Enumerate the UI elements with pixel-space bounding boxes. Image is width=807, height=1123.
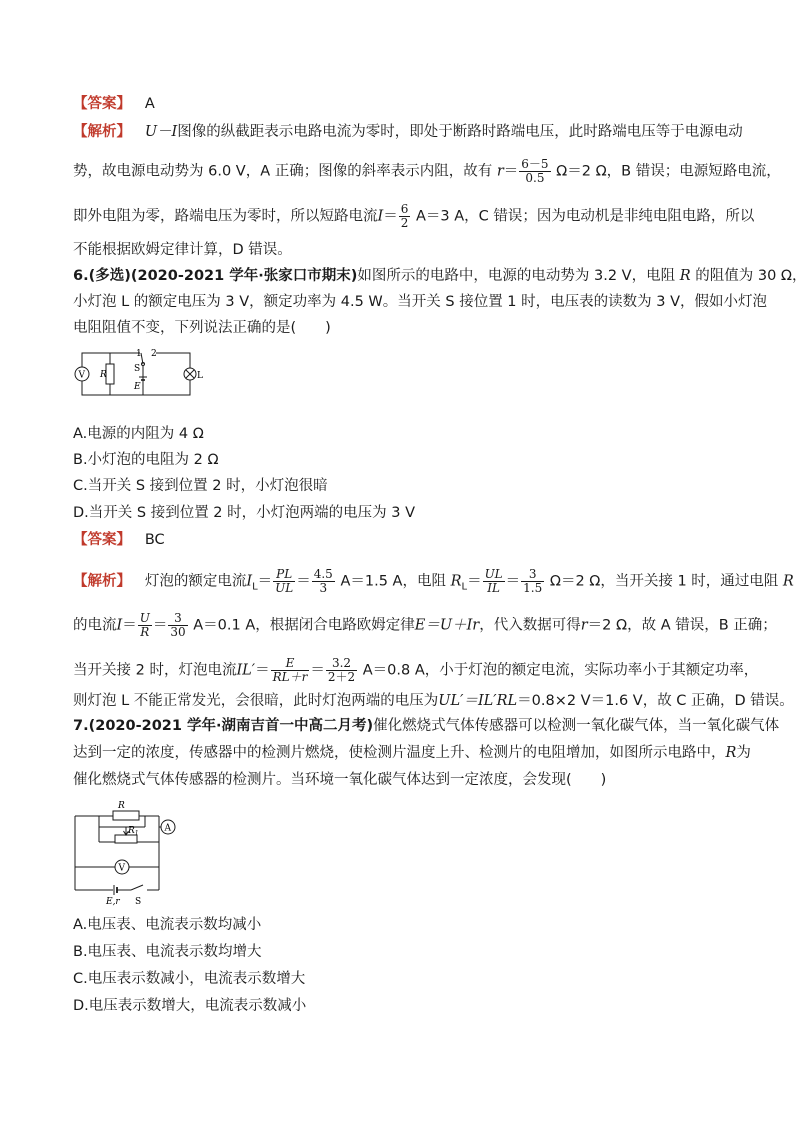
q7-option-b: B.电压表、电流表示数均增大 (73, 944, 262, 960)
sensor-resistor-icon (113, 811, 139, 820)
symbol: R (450, 573, 462, 590)
question-source: (多选)(2020-2021 学年·张家口市期末) (88, 268, 358, 284)
q6-option-a: A.电源的内阻为 4 Ω (73, 426, 204, 442)
text: ＝ (255, 662, 270, 679)
symbol-r: R (679, 268, 691, 284)
text: 小灯泡 L 的额定电压为 3 V，额定功率为 4.5 W。当开关 S 接位置 1 时，电压表的读数为 3 V，假如小灯泡 (73, 294, 767, 310)
q7-option-a: A.电压表、电流表示数均减小 (73, 917, 262, 933)
fraction: $\frac{3.2}{2+2}$ (327, 656, 356, 684)
question-number: 7. (73, 718, 89, 734)
text: Ω＝2 Ω，B 错误；电源短路电流， (556, 163, 781, 180)
analysis-tag: 【解析】 (73, 573, 131, 590)
voltmeter-label: V (78, 370, 85, 381)
q7-option-c: C.电压表示数减小，电流表示数增大 (73, 971, 306, 987)
text: ＝ (503, 163, 519, 180)
text: A＝3 A，C 错误；因为电动机是非纯电阻电路，所以 (415, 208, 755, 225)
q6-analysis-line-2 (73, 612, 777, 639)
symbol-i: I (377, 208, 384, 225)
symbol-r: R (725, 745, 737, 761)
text: 即外电阻为零，路端电压为零时，所以短路电流 (73, 208, 378, 225)
symbol-r: r (496, 163, 504, 180)
question-number: 6. (73, 268, 89, 284)
resistor-label: R (100, 370, 107, 380)
text: ＝ (383, 208, 398, 225)
lamp-label: L (197, 371, 203, 381)
equation: UL′＝IL′RL (438, 693, 518, 709)
q6-stem-line-3 (73, 318, 331, 338)
text: 的电流 (73, 617, 117, 634)
q5-answer-line (73, 94, 155, 114)
voltmeter-label: V (118, 863, 125, 874)
switch-pos-2: 2 (151, 349, 157, 359)
q6-analysis-line-1 (73, 568, 794, 597)
text: A＝0.1 A，根据闭合电路欧姆定律 (193, 617, 415, 634)
answer-value: A (144, 96, 155, 112)
q5-analysis-line-3 (73, 203, 754, 230)
switch-label: S (134, 364, 141, 374)
text: ＝ (505, 573, 521, 590)
q6-option-c: C.当开关 S 接到位置 2 时，小灯泡很暗 (73, 478, 328, 494)
text: ＝ (296, 573, 311, 590)
fraction: $\frac{UL}{IL}$ (484, 567, 503, 595)
q7-stem-line-2 (73, 743, 751, 763)
text: 不能根据欧姆定律计算，D 错误。 (73, 242, 292, 258)
symbol: I (246, 573, 253, 590)
text: 催化燃烧式气体传感器的检测片。当环境一氧化碳气体达到一定浓度，会发现( ) (73, 772, 607, 788)
text: ，代入数据可得 (479, 617, 581, 634)
q5-analysis-line-1 (73, 122, 743, 142)
fraction: $\frac{3}{1.5}$ (523, 567, 543, 595)
text: ＝ (467, 573, 482, 590)
text: 图像的纵截距表示电路电流为零时，即处于断路时路端电压，此时路端电压等于电源电动 (177, 124, 743, 140)
text: 势，故电源电动势为 6.0 V，A 正确；图像的斜率表示内阻，故有 (73, 163, 493, 180)
q6-circuit-diagram (73, 347, 203, 399)
fraction: $\frac{PL}{UL}$ (275, 567, 294, 595)
battery-label: E,r (106, 897, 120, 907)
rheostat-icon (115, 835, 137, 843)
q6-analysis-line-4 (73, 691, 794, 711)
text: 当开关接 2 时，灯泡电流 (73, 662, 237, 679)
text: 电阻阻值不变，下列说法正确的是( ) (73, 320, 331, 336)
text: 的阻值为 30 Ω， (695, 268, 807, 284)
text: ＝ (257, 573, 273, 590)
q6-analysis-line-3 (73, 657, 758, 684)
fraction: $\frac{6-5}{0.5}$ (521, 157, 549, 185)
answer-value: BC (144, 532, 165, 548)
q6-stem-line-1 (73, 266, 807, 286)
resistor-icon (106, 364, 114, 384)
symbol-ui: U－I (144, 124, 178, 140)
text: A＝1.5 A，电阻 (340, 573, 446, 590)
q7-stem-line-1 (73, 716, 779, 736)
symbol: IL′ (236, 662, 256, 679)
sensor-label: R (118, 801, 125, 811)
answer-tag: 【答案】 (73, 96, 131, 112)
symbol: R (782, 573, 794, 590)
text: 如图所示的电路中，电源的电动势为 3.2 V，电阻 (357, 268, 676, 284)
q5-analysis-line-2 (73, 158, 781, 185)
text: A＝0.8 A，小于灯泡的额定电流，实际功率小于其额定功率， (362, 662, 759, 679)
text: 灯泡的额定电流 (144, 573, 247, 590)
fraction: $\frac{6}{2}$ (400, 202, 409, 230)
ammeter-label: A (164, 823, 171, 834)
text: ＝ (310, 662, 325, 679)
q6-stem-line-2 (73, 292, 767, 312)
fraction: $\frac{U}{R}$ (139, 611, 150, 639)
subscript: L (252, 581, 258, 593)
symbol: I (116, 617, 123, 634)
text: ＝ (152, 617, 168, 634)
switch-pos-1: 1 (136, 349, 142, 359)
q6-option-b: B.小灯泡的电阻为 2 Ω (73, 452, 219, 468)
text: 催化燃烧式气体传感器可以检测一氧化碳气体，当一氧化碳气体 (373, 718, 780, 734)
text: 为 (736, 745, 751, 761)
text: Ω＝2 Ω，当开关接 1 时，通过电阻 (549, 573, 779, 590)
q5-analysis-line-4 (73, 240, 292, 260)
answer-tag: 【答案】 (73, 532, 131, 548)
question-source: (2020-2021 学年·湖南吉首一中高二月考) (88, 718, 374, 734)
text: ＝2 Ω，故 A 错误，B 正确； (587, 617, 777, 634)
analysis-tag: 【解析】 (73, 124, 131, 140)
symbol: r (580, 617, 588, 634)
fraction: $\frac{3}{30}$ (170, 611, 186, 639)
text: 达到一定的浓度，传感器中的检测片燃烧，使检测片温度上升、检测片的电阻增加，如图所示电路中， (73, 745, 726, 761)
fraction: $\frac{4.5}{3}$ (313, 567, 333, 595)
q6-answer-line (73, 530, 165, 550)
q7-stem-line-3 (73, 770, 606, 790)
battery-label: E (134, 382, 141, 392)
equation: E＝U＋Ir (414, 617, 480, 634)
text: ＝0.8×2 V＝1.6 V，故 C 正确，D 错误。 (517, 693, 794, 709)
text: 则灯泡 L 不能正常发光，会很暗，此时灯泡两端的电压为 (73, 693, 439, 709)
switch-label: S (135, 897, 142, 907)
q7-circuit-diagram (73, 798, 183, 908)
fraction: $\frac{E}{RL+r}$ (272, 656, 308, 684)
subscript: L (461, 581, 468, 593)
q7-option-d: D.电压表示数增大，电流表示数减小 (73, 998, 307, 1014)
q6-option-d: D.当开关 S 接到位置 2 时，小灯泡两端的电压为 3 V (73, 505, 416, 521)
text: ＝ (122, 617, 137, 634)
rheostat-label: $R_1$ (128, 826, 139, 837)
